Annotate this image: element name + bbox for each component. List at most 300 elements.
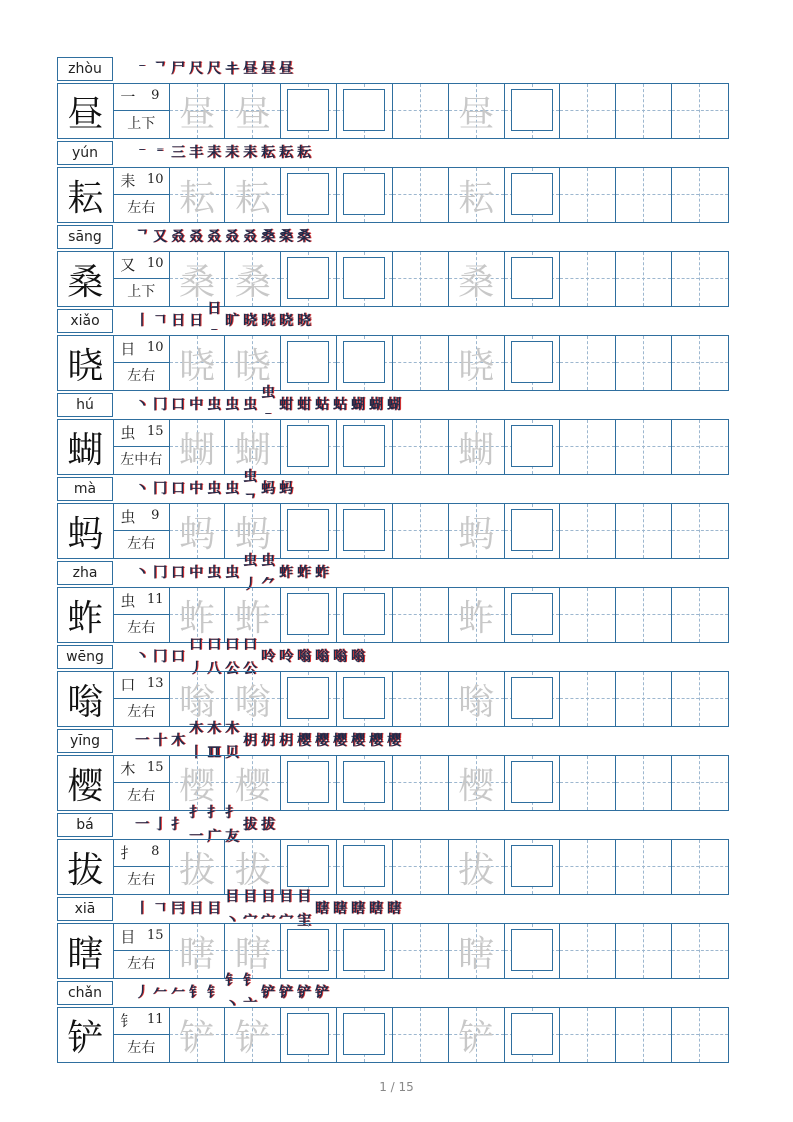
trace-character: 嗡: [458, 681, 495, 723]
radical: 虫: [120, 508, 136, 526]
trace-character: 蚱: [234, 597, 271, 639]
trace-cell: [170, 336, 226, 390]
stroke-order: [133, 225, 313, 249]
practice-row: [57, 923, 729, 979]
writing-box: [287, 509, 329, 551]
stroke-step: 亅: [153, 817, 167, 833]
trace-character: 蚱: [458, 597, 495, 639]
stroke-step: 晓: [279, 313, 293, 329]
stroke-step: 一: [135, 817, 149, 833]
writing-box: [511, 593, 553, 635]
stroke-step: 桑: [279, 229, 293, 245]
grid-cell: [616, 756, 672, 810]
grid-cell: [393, 252, 449, 306]
practice-row: [57, 251, 729, 307]
stroke-count: 13: [146, 676, 164, 691]
trace-cell: [449, 588, 505, 642]
stroke-order: [133, 141, 313, 165]
trace-cell: [449, 336, 505, 390]
model-character: 瞎: [58, 924, 114, 978]
writing-box: [343, 173, 385, 215]
writing-box-cell: [337, 252, 393, 306]
trace-character: 晓: [234, 345, 271, 387]
grid-cell: [672, 588, 728, 642]
pinyin-row: [57, 637, 729, 677]
stroke-step: 瞎: [369, 901, 383, 917]
stroke-step: 目宔: [297, 889, 311, 929]
character-row: [57, 973, 729, 1063]
trace-character: 昼: [234, 93, 271, 135]
character-row: [57, 637, 729, 727]
stroke-step: 𰀁: [225, 61, 239, 77]
writing-box: [287, 1013, 329, 1055]
character-info: [114, 336, 170, 390]
practice-row: [57, 167, 729, 223]
trace-character: 蚱: [179, 597, 216, 639]
grid-cell: [560, 924, 616, 978]
stroke-count: 10: [146, 172, 164, 187]
stroke-step: 瞎: [315, 901, 329, 917]
grid-cell: [393, 84, 449, 138]
writing-box-cell: [281, 252, 337, 306]
writing-box: [343, 257, 385, 299]
stroke-order: [133, 721, 403, 761]
stroke-step: 中: [189, 397, 203, 413]
stroke-step: 铲: [279, 985, 293, 1001]
stroke-step: 目宀: [261, 889, 275, 929]
stroke-step: 蚶: [297, 397, 311, 413]
stroke-step: 叒: [189, 229, 203, 245]
trace-cell: [170, 504, 226, 558]
writing-box-cell: [505, 84, 561, 138]
stroke-step: 晓: [297, 313, 311, 329]
character-row: [57, 805, 729, 895]
writing-box-cell: [281, 420, 337, 474]
stroke-step: 耒: [225, 145, 239, 161]
grid-cell: [560, 504, 616, 558]
stroke-step: 日: [189, 313, 203, 329]
trace-character: 拔: [179, 849, 216, 891]
writing-box-cell: [281, 924, 337, 978]
writing-box: [287, 173, 329, 215]
model-character: 昼: [58, 84, 114, 138]
radical: 钅: [120, 1012, 136, 1030]
pinyin-label: hú: [57, 393, 113, 417]
stroke-step: 木丨: [189, 721, 203, 761]
character-row: [57, 553, 729, 643]
trace-character: 拔: [458, 849, 495, 891]
stroke-step: 木ℿ: [207, 721, 221, 761]
pinyin-row: [57, 55, 729, 83]
grid-cell: [616, 420, 672, 474]
grid-cell: [616, 504, 672, 558]
stroke-step: 樱: [297, 733, 311, 749]
stroke-count: 9: [151, 88, 160, 103]
stroke-step: 钅亠: [243, 973, 257, 1013]
practice-row: [57, 503, 729, 559]
grid-cell: [560, 840, 616, 894]
stroke-step: 三: [171, 145, 185, 161]
trace-cell: [449, 840, 505, 894]
stroke-step: 昼: [261, 61, 275, 77]
writing-box-cell: [505, 1008, 561, 1062]
stroke-step: 口: [171, 397, 185, 413]
writing-box-cell: [337, 1008, 393, 1062]
stroke-step: 目宀: [243, 889, 257, 929]
radical: 口: [120, 676, 136, 694]
stroke-step: 𠂉: [153, 985, 167, 1001]
stroke-step: 蚶: [279, 397, 293, 413]
writing-box-cell: [337, 504, 393, 558]
trace-cell: [170, 840, 226, 894]
trace-cell: [449, 84, 505, 138]
character-info: [114, 84, 170, 138]
writing-box: [343, 845, 385, 887]
writing-box: [343, 425, 385, 467]
stroke-step: 丶: [135, 649, 149, 665]
stroke-step: 尺: [207, 61, 221, 77]
trace-character: 桑: [179, 261, 216, 303]
writing-box: [511, 929, 553, 971]
trace-character: 铲: [179, 1017, 216, 1059]
writing-box-cell: [281, 672, 337, 726]
stroke-step: 虫丿: [243, 553, 257, 593]
trace-character: 嗡: [179, 681, 216, 723]
writing-box-cell: [505, 840, 561, 894]
writing-box-cell: [337, 924, 393, 978]
stroke-count: 11: [146, 592, 164, 607]
writing-box-cell: [505, 420, 561, 474]
stroke-step: 耘: [279, 145, 293, 161]
writing-box-cell: [505, 672, 561, 726]
writing-box: [511, 341, 553, 383]
stroke-step: 拔: [261, 817, 275, 833]
stroke-step: 叒: [243, 229, 257, 245]
writing-box-cell: [505, 336, 561, 390]
model-character: 蝴: [58, 420, 114, 474]
stroke-step: 蝴: [387, 397, 401, 413]
character-info: [114, 840, 170, 894]
writing-box-cell: [337, 420, 393, 474]
stroke-count: 10: [146, 340, 164, 355]
pinyin-label: sāng: [57, 225, 113, 249]
stroke-step: 晓: [243, 313, 257, 329]
stroke-step: 日⁻: [207, 301, 221, 341]
writing-box: [287, 257, 329, 299]
stroke-step: 钅丶: [225, 973, 239, 1013]
trace-character: 樱: [458, 765, 495, 807]
model-character: 樱: [58, 756, 114, 810]
trace-character: 樱: [234, 765, 271, 807]
stroke-step: 拔: [243, 817, 257, 833]
pinyin-row: [57, 139, 729, 167]
grid-cell: [393, 588, 449, 642]
character-info: [114, 924, 170, 978]
character-row: [57, 301, 729, 391]
pinyin-row: [57, 469, 729, 509]
stroke-step: 樱: [351, 733, 365, 749]
writing-box: [287, 761, 329, 803]
grid-cell: [616, 840, 672, 894]
structure-label: 左右: [127, 788, 156, 804]
grid-cell: [393, 336, 449, 390]
writing-box: [511, 761, 553, 803]
stroke-step: 口: [171, 649, 185, 665]
model-character: 桑: [58, 252, 114, 306]
writing-box: [343, 761, 385, 803]
stroke-step: 丰: [189, 145, 203, 161]
stroke-step: 呤: [279, 649, 293, 665]
stroke-step: 虫: [207, 565, 221, 581]
model-character: 蚱: [58, 588, 114, 642]
pinyin-row: [57, 301, 729, 341]
stroke-step: 呤: [261, 649, 275, 665]
stroke-order: [133, 553, 331, 593]
writing-box: [287, 425, 329, 467]
stroke-step: ⁻: [138, 145, 146, 161]
stroke-step: 蚂: [279, 481, 293, 497]
stroke-step: 中: [189, 565, 203, 581]
grid-cell: [672, 672, 728, 726]
worksheet: [57, 55, 729, 1063]
stroke-step: 扌: [171, 817, 185, 833]
stroke-step: 蛄: [333, 397, 347, 413]
trace-character: 耘: [179, 177, 216, 219]
character-row: [57, 385, 729, 475]
stroke-step: 铲: [315, 985, 329, 1001]
trace-character: 蝴: [458, 429, 495, 471]
writing-box-cell: [337, 84, 393, 138]
writing-box: [287, 929, 329, 971]
stroke-step: 铲: [261, 985, 275, 1001]
character-info: [114, 588, 170, 642]
practice-row: [57, 1007, 729, 1063]
stroke-step: 叒: [225, 229, 239, 245]
stroke-step: 丨: [135, 901, 149, 917]
writing-box: [343, 677, 385, 719]
writing-box: [287, 845, 329, 887]
grid-cell: [560, 168, 616, 222]
stroke-step: 蝴: [369, 397, 383, 413]
stroke-count: 9: [151, 508, 160, 523]
practice-row: [57, 335, 729, 391]
practice-row: [57, 419, 729, 475]
stroke-step: 尺: [189, 61, 203, 77]
trace-character: 嗡: [234, 681, 271, 723]
character-row: [57, 139, 729, 223]
trace-character: 昼: [179, 93, 216, 135]
stroke-order: [133, 385, 403, 425]
stroke-step: ᄀ: [153, 61, 167, 77]
stroke-step: 木贝: [225, 721, 239, 761]
structure-label: 上下: [127, 284, 156, 300]
grid-cell: [560, 420, 616, 474]
trace-cell: [449, 1008, 505, 1062]
grid-cell: [393, 672, 449, 726]
writing-box: [287, 593, 329, 635]
grid-cell: [672, 168, 728, 222]
pinyin-label: xiǎo: [57, 309, 113, 333]
stroke-step: 瞎: [333, 901, 347, 917]
trace-cell: [170, 84, 226, 138]
stroke-step: 尸: [171, 61, 185, 77]
trace-cell: [170, 168, 226, 222]
trace-cell: [170, 924, 226, 978]
stroke-step: 扌广: [207, 805, 221, 845]
grid-cell: [616, 588, 672, 642]
writing-box-cell: [281, 756, 337, 810]
trace-character: 铲: [234, 1017, 271, 1059]
character-info: [114, 420, 170, 474]
character-info: [114, 252, 170, 306]
stroke-step: 十: [153, 733, 167, 749]
grid-cell: [672, 84, 728, 138]
trace-character: 蝴: [179, 429, 216, 471]
stroke-order: [133, 301, 313, 341]
pinyin-label: xiā: [57, 897, 113, 921]
grid-cell: [560, 1008, 616, 1062]
stroke-step: 枂: [243, 733, 257, 749]
writing-box-cell: [505, 924, 561, 978]
stroke-step: 蚂: [261, 481, 275, 497]
stroke-step: 目: [207, 901, 221, 917]
grid-cell: [560, 336, 616, 390]
stroke-step: 木: [171, 733, 185, 749]
stroke-step: 一: [135, 733, 149, 749]
radical: 虫: [120, 592, 136, 610]
stroke-count: 15: [146, 424, 164, 439]
writing-box-cell: [505, 168, 561, 222]
trace-character: 桑: [234, 261, 271, 303]
stroke-step: 冃: [171, 901, 185, 917]
writing-box-cell: [505, 252, 561, 306]
stroke-step: 扌一: [189, 805, 203, 845]
stroke-step: 耘: [297, 145, 311, 161]
stroke-step: 口公: [225, 637, 239, 677]
trace-cell: [449, 504, 505, 558]
writing-box: [287, 89, 329, 131]
pinyin-row: [57, 385, 729, 425]
trace-character: 蝴: [234, 429, 271, 471]
stroke-step: 𠃍: [153, 313, 167, 329]
stroke-step: 虫: [225, 481, 239, 497]
structure-label: 左右: [127, 704, 156, 720]
trace-character: 蚂: [458, 513, 495, 555]
stroke-step: 桑: [297, 229, 311, 245]
stroke-step: 嗡: [297, 649, 311, 665]
writing-box-cell: [281, 1008, 337, 1062]
writing-box-cell: [505, 756, 561, 810]
stroke-order: [133, 973, 331, 1013]
pinyin-row: [57, 223, 729, 251]
trace-cell: [225, 252, 281, 306]
stroke-count: 11: [146, 1012, 164, 1027]
trace-character: 蚂: [234, 513, 271, 555]
writing-box-cell: [337, 336, 393, 390]
grid-cell: [560, 252, 616, 306]
radical: 木: [120, 760, 136, 778]
stroke-step: 目: [189, 901, 203, 917]
structure-label: 上下: [127, 116, 156, 132]
stroke-step: 日: [171, 313, 185, 329]
stroke-step: 樱: [333, 733, 347, 749]
stroke-step: 叒: [207, 229, 221, 245]
writing-box: [511, 509, 553, 551]
writing-box: [343, 89, 385, 131]
model-character: 嗡: [58, 672, 114, 726]
grid-cell: [560, 756, 616, 810]
stroke-step: 丿: [135, 985, 149, 1001]
practice-row: [57, 755, 729, 811]
stroke-step: 嗡: [315, 649, 329, 665]
pinyin-row: [57, 973, 729, 1013]
stroke-step: 虫: [225, 565, 239, 581]
stroke-step: 口丿: [189, 637, 203, 677]
stroke-step: 冂: [153, 565, 167, 581]
writing-box-cell: [337, 756, 393, 810]
trace-character: 桑: [458, 261, 495, 303]
trace-character: 耘: [234, 177, 271, 219]
stroke-step: 蚱: [297, 565, 311, 581]
stroke-step: 冂: [153, 481, 167, 497]
stroke-step: 蝴: [351, 397, 365, 413]
trace-character: 瞎: [179, 933, 216, 975]
writing-box: [287, 341, 329, 383]
grid-cell: [672, 504, 728, 558]
stroke-step: 丨: [135, 313, 149, 329]
stroke-step: 钅: [189, 985, 203, 1001]
character-row: [57, 55, 729, 139]
trace-cell: [170, 420, 226, 474]
trace-character: 耘: [458, 177, 495, 219]
practice-row: [57, 587, 729, 643]
trace-cell: [225, 1008, 281, 1062]
character-row: [57, 223, 729, 307]
character-info: [114, 756, 170, 810]
stroke-step: 丶: [135, 565, 149, 581]
pinyin-label: yún: [57, 141, 113, 165]
stroke-step: 虫ᄀ: [243, 469, 257, 509]
stroke-step: 丶: [135, 397, 149, 413]
grid-cell: [672, 252, 728, 306]
radical: 耒: [120, 172, 136, 190]
pinyin-row: [57, 805, 729, 845]
stroke-step: 钅: [207, 985, 221, 1001]
practice-row: [57, 671, 729, 727]
stroke-order: [133, 469, 295, 509]
writing-box-cell: [281, 504, 337, 558]
stroke-step: ᄀ: [135, 229, 149, 245]
structure-label: 左右: [127, 1040, 156, 1056]
writing-box: [511, 257, 553, 299]
practice-row: [57, 83, 729, 139]
writing-box: [511, 89, 553, 131]
model-character: 拔: [58, 840, 114, 894]
stroke-order: [133, 637, 367, 677]
stroke-step: 冂: [153, 649, 167, 665]
writing-box: [343, 509, 385, 551]
structure-label: 左右: [127, 368, 156, 384]
grid-cell: [672, 1008, 728, 1062]
grid-cell: [616, 924, 672, 978]
writing-box: [343, 929, 385, 971]
stroke-step: 桑: [261, 229, 275, 245]
structure-label: 左右: [127, 536, 156, 552]
grid-cell: [393, 840, 449, 894]
grid-cell: [672, 336, 728, 390]
grid-cell: [672, 924, 728, 978]
character-info: [114, 1008, 170, 1062]
